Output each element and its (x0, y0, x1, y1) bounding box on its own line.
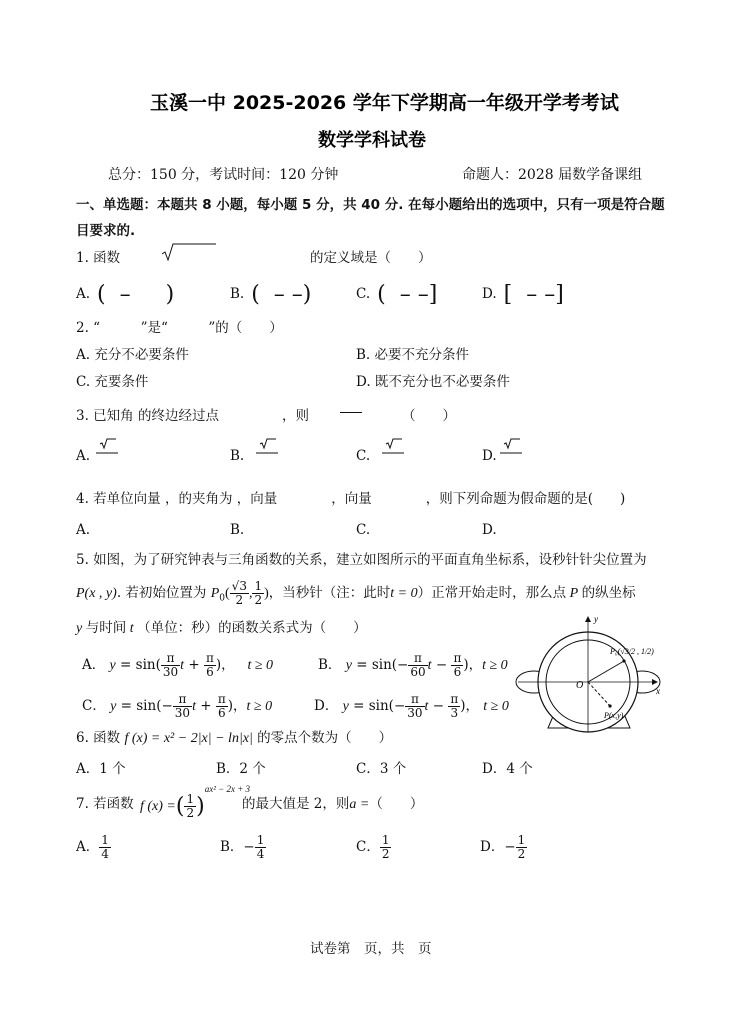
q5-line2: P(x , y). 若初始位置为 $P_0$( $\frac{√3}{2}$ , $\frac{1}{2}$ )，当秒针（注：此时t = 0）正常开始走时，那么点 P 的纵坐标 (76, 579, 636, 607)
q7-stem-a: 7. 若函数 (76, 796, 134, 812)
fraction-bar (340, 412, 362, 413)
q1-option-c: C. ( – –] (356, 282, 438, 307)
q1-option-b: B. ( – –) (230, 282, 312, 307)
q5-option-a: A． y = sin( $\frac{\pi}{30}$ t + $\frac{\pi}{6}$ )， t ≥ 0 (82, 651, 274, 679)
q3-b-sqrt-fraction-icon (254, 438, 282, 464)
q3-a-sqrt-fraction-icon (94, 438, 122, 464)
q6-option-d: D．4 个 (482, 761, 533, 777)
q1-option-d: D. [ – –] (482, 282, 564, 307)
q6-option-b: B．2 个 (216, 761, 266, 777)
exam-subtitle: 数学学科试卷 (318, 130, 426, 151)
section-heading-line1: 一、单选题：本题共 8 小题，每小题 5 分，共 40 分. 在每小题给出的选项中，只有一项是符合题 (76, 197, 665, 213)
author-info: 命题人：2028 届数学备课组 (462, 167, 643, 183)
q3-c-sqrt-fraction-icon (380, 438, 408, 464)
q3-option-b: B. (230, 448, 245, 464)
q4-option-b: B. (230, 522, 245, 538)
q7-option-d: D．− $\frac{1}{2}$ (480, 833, 526, 861)
q2-option-a: A. 充分不必要条件 (76, 347, 189, 363)
q3-stem-b: ，则 (282, 408, 309, 424)
section-heading-line2: 目要求的. (76, 223, 136, 239)
q4-option-a: A. (76, 522, 91, 538)
clock-figure (514, 614, 664, 738)
sqrt-sign-icon (160, 242, 218, 266)
q7-option-b: B．− $\frac{1}{4}$ (220, 833, 265, 861)
q6-option-c: C．3 个 (356, 761, 407, 777)
q6-option-a: A．1 个 (76, 761, 126, 777)
q3-d-sqrt-fraction-icon (498, 438, 526, 464)
x-axis-label: x (656, 686, 660, 696)
q5-line1: 5. 如图，为了研究钟表与三角函数的关系，建立如图所示的平面直角坐标系，设秒针针尖位置为 (76, 552, 647, 568)
q3-stem-c: （ ） (402, 408, 456, 424)
q7-option-c: C． $\frac{1}{2}$ (356, 833, 390, 861)
q4-stem: 4. 若单位向量 ，的夹角为 ，向量 ，向量 ，则下列命题为假命题的是( ) (76, 491, 626, 507)
q6-stem: 6. 函数 f (x) = x² − 2|x| − ln|x| 的零点个数为（ ） (76, 730, 393, 746)
q3-option-c: C. (356, 448, 371, 464)
q3-option-a: A. (76, 448, 91, 464)
q7-option-a: A． $\frac{1}{4}$ (76, 833, 109, 861)
p0-label: P₀(√3/2 , 1/2) (610, 647, 654, 656)
exam-title: 玉溪一中 2025-2026 学年下学期高一年级开学考考试 (150, 92, 619, 114)
y-axis-label: y (594, 614, 598, 624)
page-footer: 试卷第 页，共 页 (310, 941, 432, 957)
q5-option-b: B． y = sin(− $\frac{\pi}{60}$ t − $\frac{\pi}{6}$ )，t ≥ 0 (318, 651, 508, 679)
q1-option-a: A. ( – ) (76, 282, 175, 307)
q1-stem-a: 1. 函数 (76, 250, 121, 266)
p-label: P(x,y) (604, 711, 624, 720)
q1-stem-b: 的定义域是（ ） (310, 250, 432, 266)
q7-stem-b: 的最大值是 2，则a =（ ） (242, 796, 424, 812)
q2-option-b: B. 必要不充分条件 (356, 347, 470, 363)
q4-option-c: C. (356, 522, 371, 538)
q5-option-d: D． y = sin(− $\frac{\pi}{30}$ t − $\frac{\pi}{3}$ )， t ≥ 0 (314, 692, 509, 720)
q3-stem-a: 3. 已知角 的终边经过点 (76, 408, 219, 424)
q5-option-c: C． y = sin(− $\frac{\pi}{30}$ t + $\frac{\pi}{6}$ )，t ≥ 0 (82, 692, 273, 720)
q4-option-d: D. (482, 522, 497, 538)
q7-function: f (x) =( $\frac{1}{2}$ )$^{ax^2 - 2x + 3}$ (140, 784, 251, 820)
q2-option-d: D. 既不充分也不必要条件 (356, 374, 510, 390)
q2-option-c: C. 充要条件 (76, 374, 149, 390)
origin-label: O (576, 680, 584, 691)
score-info: 总分：150 分，考试时间：120 分钟 (108, 167, 339, 183)
q5-line3: y 与时间 t （单位：秒）的函数关系式为（ ） (76, 620, 367, 636)
q3-option-d: D. (482, 448, 497, 464)
q2-stem: 2. “ ”是“ ”的（ ） (76, 320, 283, 336)
